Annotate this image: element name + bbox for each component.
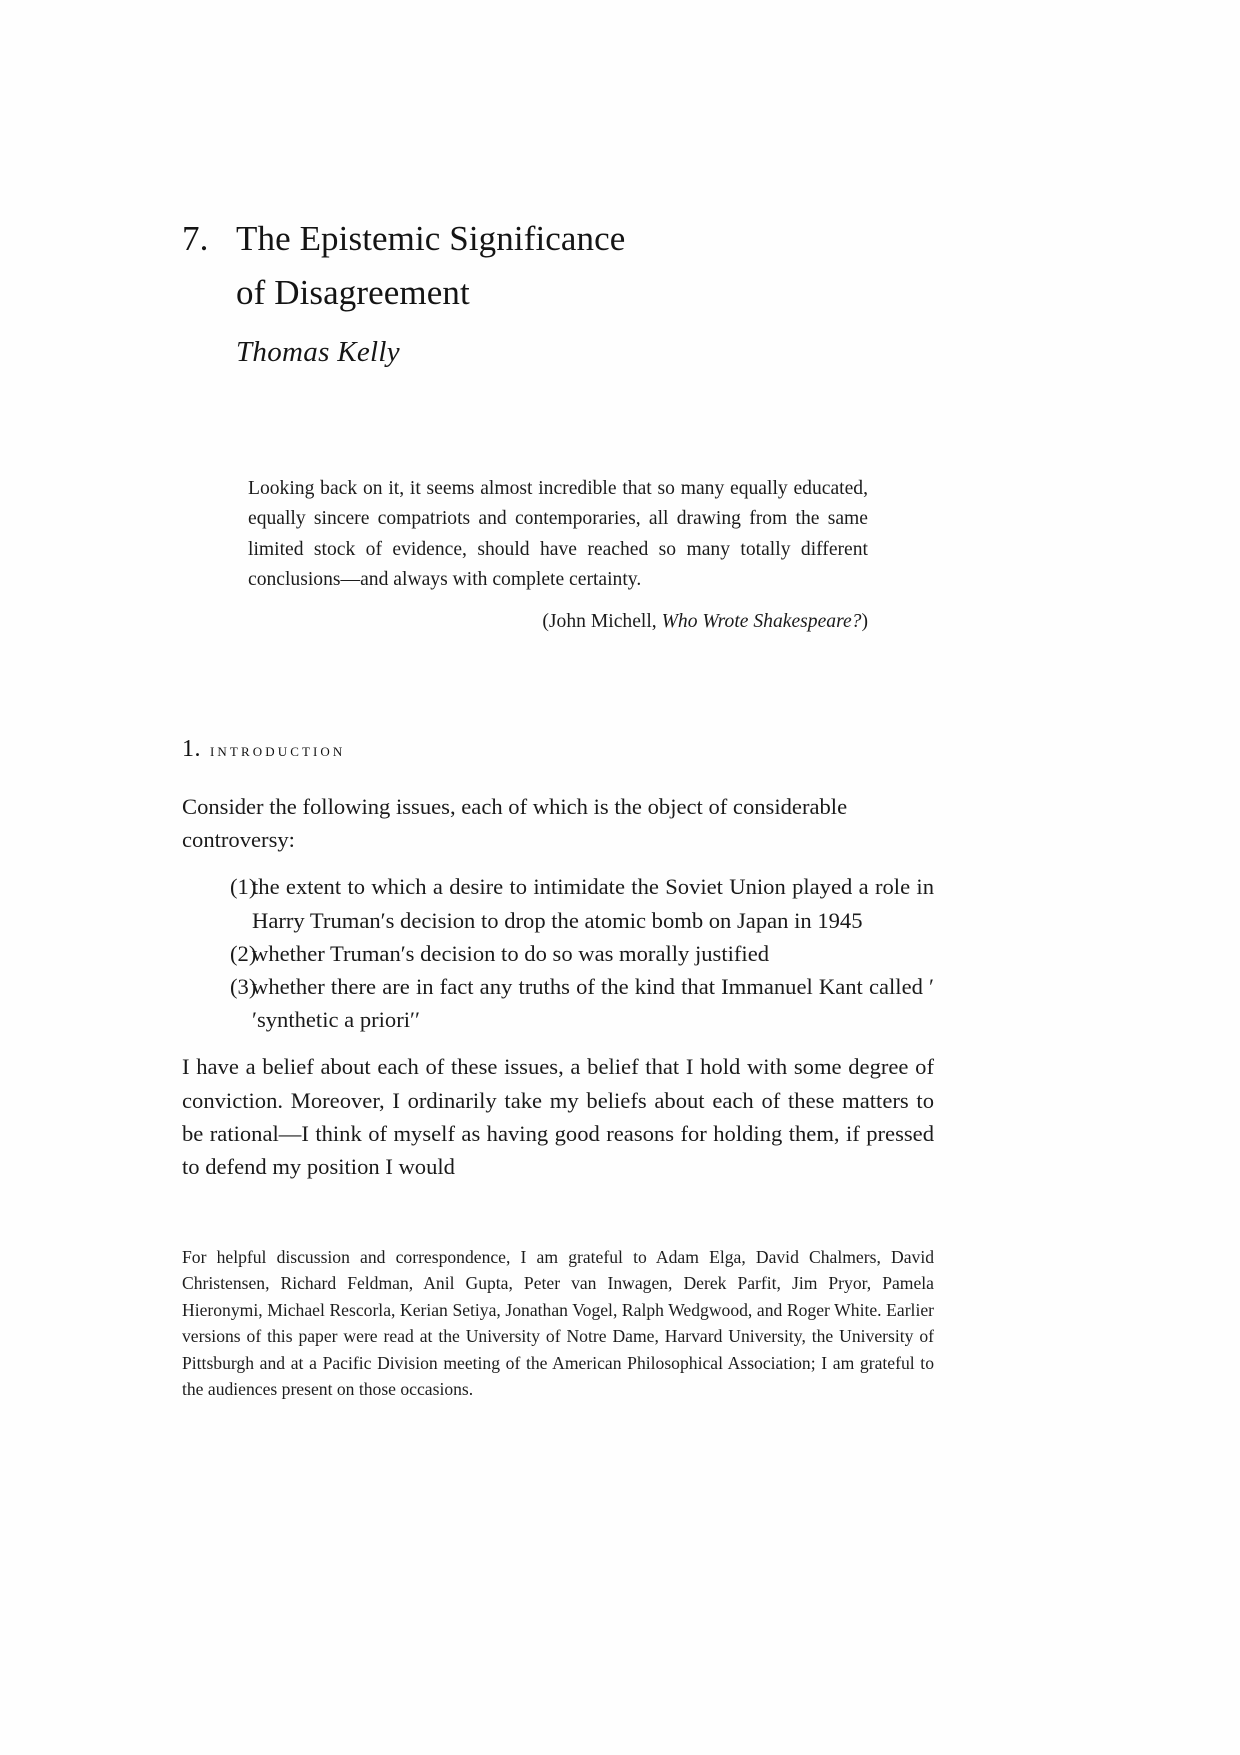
list-item-text: whether Truman′s decision to do so was morally justified	[252, 940, 770, 966]
list-item-label: (3)	[230, 974, 257, 1000]
intro-paragraph: Consider the following issues, each of which is the object of considerable controversy:	[182, 794, 848, 853]
chapter-title-line-2	[182, 266, 942, 320]
epigraph-attribution	[248, 607, 868, 637]
epigraph-attribution-suffix: )	[861, 610, 868, 632]
body-column	[182, 790, 934, 1183]
chapter-title-line-1	[182, 212, 942, 266]
closing-paragraph: I have a belief about each of these issues, a belief that I hold with some degree of conviction. Moreover, I ordinarily take my beliefs about each of these matters to be rational—I think of myself as having good reasons for holding them, if pressed to defend my position I would	[182, 1054, 934, 1180]
list-item	[182, 937, 934, 970]
footnote-block	[182, 1244, 934, 1402]
epigraph-block	[248, 474, 868, 637]
epigraph-attribution-prefix: (John Michell,	[542, 610, 662, 632]
list-item-text: the extent to which a desire to intimidate the Soviet Union played a role in Harry Truman′s decision to drop the atomic bomb on Japan in 1945	[252, 874, 934, 933]
footnote-text: For helpful discussion and correspondence, I am grateful to Adam Elga, David Chalmers, David Christensen, Richard Feldman, Anil Gupta, Peter van Inwagen, Derek Parfit, Jim Pryor, Pamela Hieronymi, Michael Rescorla, Kerian Setiya, Jonathan Vogel, Ralph Wedgwood, and Roger White. Earlier versions of this paper were read at the University of Notre Dame, Harvard University, the University of Pittsburgh and at a Pacific Division meeting of the American Philosophical Association; I am grateful to the audiences present on those occasions.	[182, 1247, 934, 1400]
section-title: introduction	[210, 740, 346, 761]
list-item	[182, 870, 934, 936]
list-item-text: whether there are in fact any truths of the kind that Immanuel Kant called ′′synthetic a priori′′	[252, 974, 934, 1033]
chapter-title-text-2: of Disagreement	[236, 273, 470, 312]
epigraph-text: Looking back on it, it seems almost incredible that so many equally educated, equally sincere compatriots and contemporaries, all drawing from the same limited stock of evidence, should have reached so many totally different conclusions—and always with complete certainty.	[248, 478, 868, 591]
chapter-title-text-1: The Epistemic Significance	[236, 219, 626, 258]
list-item	[182, 970, 934, 1036]
author-name: Thomas Kelly	[236, 336, 400, 368]
chapter-title-block	[182, 212, 942, 320]
chapter-number: 7.	[182, 219, 209, 258]
section-number: 1.	[182, 736, 201, 762]
list-item-label: (2)	[230, 940, 257, 966]
section-heading	[182, 736, 345, 763]
numbered-list	[182, 870, 934, 1036]
epigraph-attribution-title: Who Wrote Shakespeare?	[661, 610, 862, 632]
list-item-label: (1)	[230, 874, 257, 900]
